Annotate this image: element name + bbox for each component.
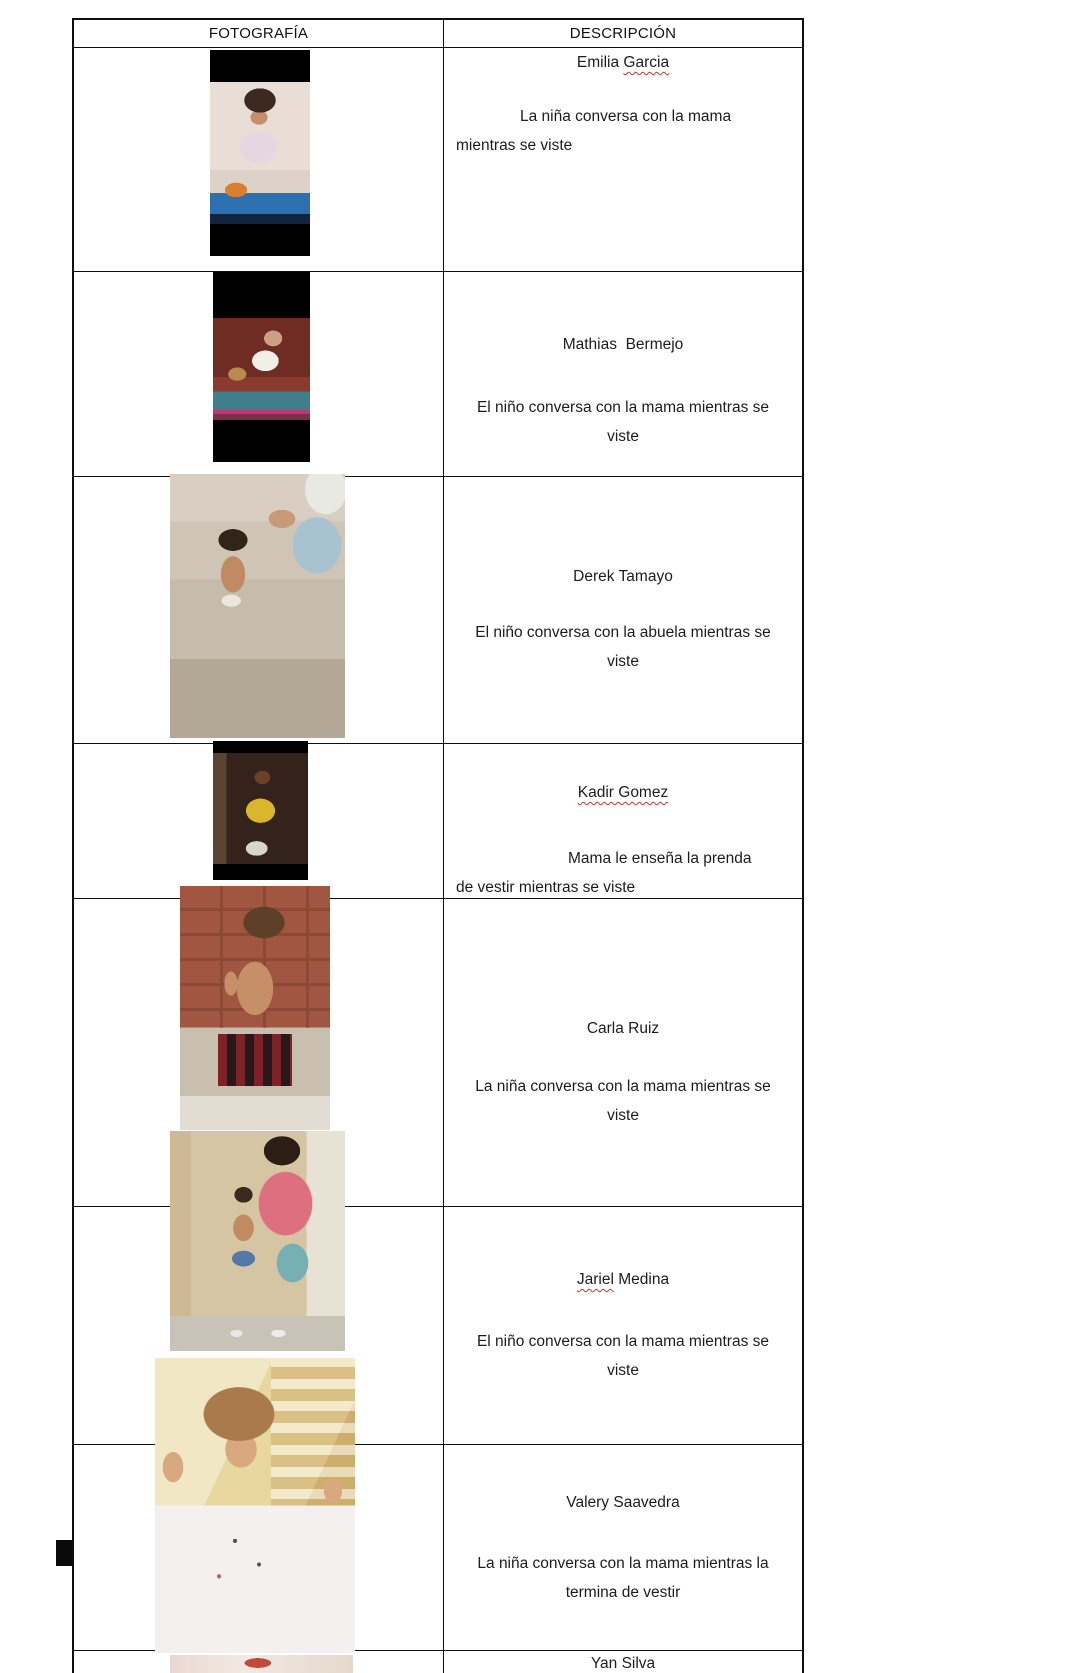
description-line: El niño conversa con la mama mientras se (476, 399, 770, 416)
description-cell (444, 1651, 802, 1673)
photo-kadir-gomez (213, 741, 308, 880)
name-text: Emilia (576, 54, 624, 71)
description-line: Mama le enseña la prenda (568, 850, 752, 867)
photo-derek-tamayo (170, 474, 345, 738)
stray-image-fragment (56, 1540, 72, 1566)
description-line: El niño conversa con la mama mientras se (476, 1333, 770, 1350)
photo-carla-ruiz (180, 886, 330, 1130)
table-row (74, 744, 802, 899)
table-row (74, 477, 802, 744)
photo-emilia-garcia (210, 50, 310, 256)
description-line: mientras se viste (456, 137, 573, 154)
table-header-row (74, 20, 802, 48)
photo-valery-saavedra (155, 1358, 355, 1653)
description-cell (444, 477, 802, 743)
table-row (74, 1445, 802, 1651)
child-name (456, 48, 790, 74)
description-line: viste (607, 428, 639, 445)
header-descripcion: DESCRIPCIÓN (569, 25, 677, 42)
description-cell (444, 1445, 802, 1650)
child-name: Yan Silva (590, 1655, 656, 1672)
name-misspelling-squiggle: Jariel (576, 1271, 614, 1288)
description-line: La niña conversa con la mama mientras se (475, 1078, 771, 1095)
table-row (74, 48, 802, 272)
photo-cell (74, 477, 444, 743)
photo-cell (74, 1445, 444, 1650)
photo-cell (74, 272, 444, 476)
photo-jariel-medina (170, 1131, 345, 1351)
description-line: El niño conversa con la abuela mientras se (475, 624, 771, 641)
description-line: termina de vestir (565, 1584, 681, 1601)
child-name (456, 744, 790, 804)
photo-mathias-bermejo (213, 272, 310, 462)
child-name: Derek Tamayo (573, 568, 673, 585)
photo-next-row-cutoff (170, 1655, 353, 1673)
child-name: Carla Ruiz (586, 1020, 660, 1037)
table-row-partial (74, 1651, 802, 1673)
description-line: viste (607, 653, 639, 670)
table-row (74, 272, 802, 477)
name-misspelling-squiggle: Garcia (623, 54, 670, 71)
photo-cell (74, 48, 444, 271)
description-line: viste (607, 1362, 639, 1379)
description-cell (444, 48, 802, 271)
description-cell (444, 744, 802, 898)
description-cell (444, 1207, 802, 1444)
photo-cell (74, 1651, 444, 1673)
description-cell (444, 272, 802, 476)
photo-description-table (72, 18, 804, 1673)
description-cell (444, 899, 802, 1206)
child-name: Valery Saavedra (566, 1494, 680, 1511)
header-fotografia: FOTOGRAFÍA (74, 20, 444, 47)
description-line: viste (607, 1107, 639, 1124)
child-name: Jariel Medina (576, 1271, 670, 1288)
description-line: La niña conversa con la mama (520, 108, 732, 125)
child-name: Mathias Bermejo (562, 336, 684, 353)
name-misspelling-squiggle: Kadir Gomez (577, 784, 669, 801)
description-line: La niña conversa con la mama mientras la (477, 1555, 769, 1572)
description-line: de vestir mientras se viste (456, 879, 636, 896)
photo-cell (74, 744, 444, 898)
